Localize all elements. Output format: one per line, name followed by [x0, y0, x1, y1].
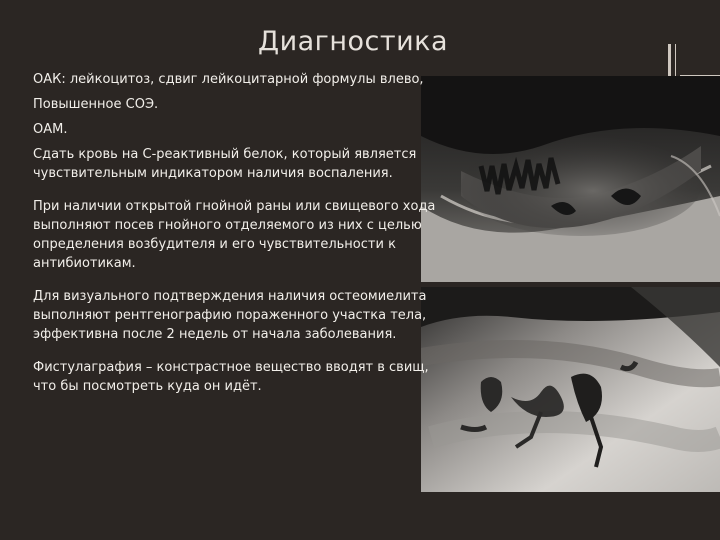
paragraph: Повышенное СОЭ.: [33, 97, 159, 112]
slide-body-text: [33, 70, 453, 402]
paragraph: При наличии открытой гнойной раны или свищевого хода выполняют посев гнойного отделяемого из них с целью определения возбудителя и его чувствительности к антибиотикам.: [33, 199, 436, 271]
decorative-line: [668, 44, 671, 76]
paragraph: Фистулаграфия – констрастное вещество вводят в свищ, что бы посмотреть куда он идёт.: [33, 360, 429, 394]
paragraph: Сдать кровь на С-реактивный белок, который является чувствительным индикатором наличия воспаления.: [33, 147, 417, 181]
xray-image-top: [421, 76, 720, 282]
paragraph: Для визуального подтверждения наличия остеомиелита выполняют рентгенографию пораженного участка тела, эффективна после 2 недель от начала заболевания.: [33, 289, 427, 342]
xray-image-bottom: [421, 287, 720, 492]
slide-title: Диагностика: [258, 26, 449, 57]
paragraph: ОАК: лейкоцитоз, сдвиг лейкоцитарной формулы влево,: [33, 72, 424, 87]
decorative-line: [675, 44, 676, 76]
paragraph: ОАМ.: [33, 122, 68, 137]
